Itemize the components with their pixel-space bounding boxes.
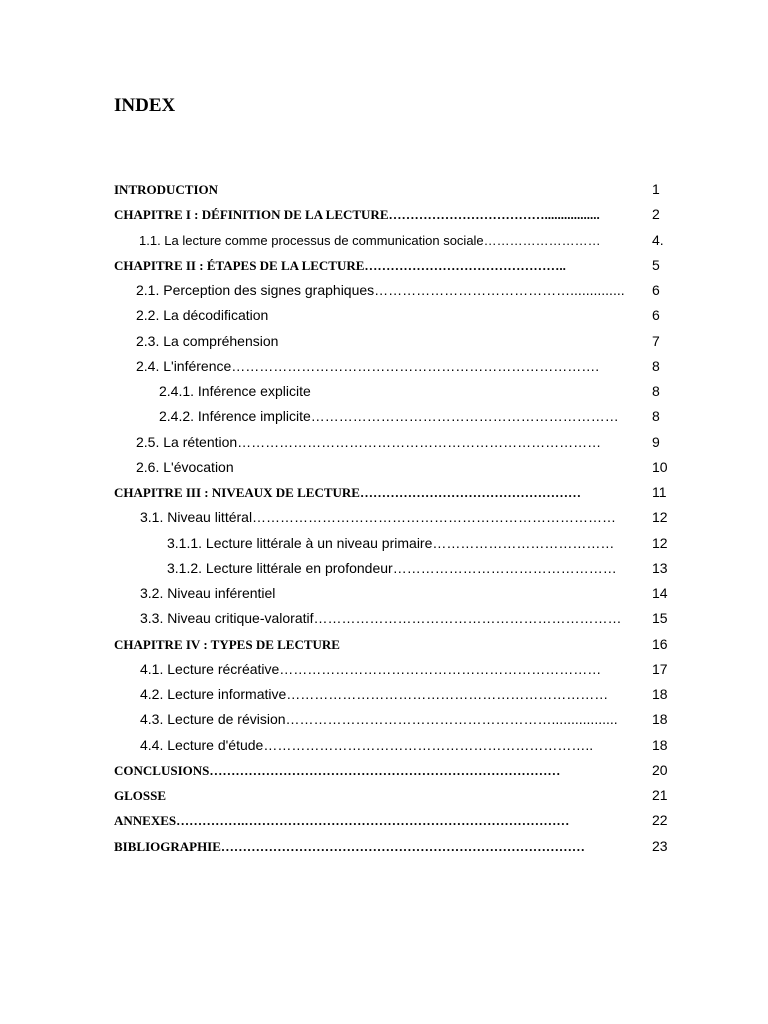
- toc-entry-bibliographie: [0, 834, 768, 859]
- toc-entry-page: 12: [652, 509, 668, 525]
- toc-entry-1-1: [0, 228, 768, 253]
- toc-entry-title: 4.3. Lecture de révision………………………………………………….................: [140, 711, 618, 727]
- toc-entry-4-3: [0, 707, 768, 732]
- toc-entry-title: 2.4. L'inférence…………………………………………………………………….: [136, 358, 600, 374]
- toc-entry-page: 14: [652, 585, 668, 601]
- toc-entry-title: CHAPITRE II : ÉTAPES DE LA LECTURE………………………………………..: [114, 258, 566, 273]
- page-title: INDEX: [114, 95, 176, 116]
- toc-entry-glosse: [0, 783, 768, 808]
- toc-entry-chapter-4: [0, 632, 768, 657]
- toc-entry-page: 10: [652, 459, 668, 475]
- toc-entry-conclusions: [0, 758, 768, 783]
- toc-entry-title: 3.1. Niveau littéral……………………………………………………………………: [140, 509, 617, 525]
- toc-entry-title: 2.2. La décodification: [136, 307, 269, 323]
- toc-entry-2-6: [0, 455, 768, 480]
- toc-entry-3-1-2: [0, 556, 768, 581]
- toc-entry-introduction: [0, 177, 768, 202]
- toc-entry-title: 1.1. La lecture comme processus de communication sociale………………………: [139, 233, 601, 248]
- toc-entry-page: 6: [652, 307, 660, 323]
- toc-entry-title: CHAPITRE IV : TYPES DE LECTURE: [114, 637, 340, 652]
- toc-entry-3-3: [0, 606, 768, 631]
- toc-entry-title: ANNEXES…………….…………………………………………………………………: [114, 813, 570, 828]
- toc-entry-page: 21: [652, 787, 668, 803]
- toc-entry-title: 3.3. Niveau critique-valoratif…………………………………………………………: [140, 610, 622, 626]
- toc-entry-page: 8: [652, 408, 660, 424]
- toc-entry-page: 4.: [652, 232, 664, 248]
- toc-entry-annexes: [0, 808, 768, 833]
- toc-entry-title: 2.4.2. Inférence implicite…………………………………………………………: [159, 408, 619, 424]
- toc-entry-title: GLOSSE: [114, 788, 167, 803]
- toc-entry-page: 13: [652, 560, 668, 576]
- toc-entry-title: 3.1.2. Lecture littérale en profondeur…………………………………………: [167, 560, 617, 576]
- toc-entry-title: CONCLUSIONS………………………………………………………………………: [114, 763, 561, 778]
- toc-entry-page: 5: [652, 257, 660, 273]
- toc-entry-2-2: [0, 303, 768, 328]
- toc-entry-2-5: [0, 430, 768, 455]
- toc-entry-3-2: [0, 581, 768, 606]
- toc-entry-page: 20: [652, 762, 668, 778]
- toc-entry-title: CHAPITRE III : NIVEAUX DE LECTURE……………………………………………: [114, 485, 581, 500]
- toc-entry-page: 12: [652, 535, 668, 551]
- toc-entry-page: 2: [652, 206, 660, 222]
- toc-entry-3-1-1: [0, 531, 768, 556]
- toc-entry-page: 17: [652, 661, 668, 677]
- toc-entry-2-4-2: [0, 404, 768, 429]
- toc-entry-page: 1: [652, 181, 660, 197]
- toc-entry-3-1: [0, 505, 768, 530]
- toc-entry-page: 22: [652, 812, 668, 828]
- toc-entry-title: 2.3. La compréhension: [136, 333, 279, 349]
- toc-entry-title: 4.1. Lecture récréative……………………………………………………………: [140, 661, 602, 677]
- toc-entry-title: BIBLIOGRAPHIE…………………………………………………………………………: [114, 839, 585, 854]
- toc-entry-page: 9: [652, 434, 660, 450]
- toc-entry-2-3: [0, 329, 768, 354]
- toc-entry-page: 18: [652, 737, 668, 753]
- toc-entry-title: 4.2. Lecture informative……………………………………………………………: [140, 686, 609, 702]
- toc-entry-page: 8: [652, 358, 660, 374]
- toc-entry-page: 7: [652, 333, 660, 349]
- toc-entry-2-4-1: [0, 379, 768, 404]
- toc-entry-4-4: [0, 733, 768, 758]
- toc-entry-title: CHAPITRE I : DÉFINITION DE LA LECTURE……………………………….................: [114, 207, 600, 222]
- toc-entry-title: INTRODUCTION: [114, 182, 219, 197]
- toc-entry-2-4: [0, 354, 768, 379]
- toc-entry-4-2: [0, 682, 768, 707]
- toc-entry-title: 4.4. Lecture d'étude……………………………………………………………..: [140, 737, 594, 753]
- toc-entry-title: 3.2. Niveau inférentiel: [140, 585, 276, 601]
- toc-entry-page: 18: [652, 711, 668, 727]
- toc-entry-page: 15: [652, 610, 668, 626]
- toc-entry-title: 2.5. La rétention……………………………………………………………………: [136, 434, 602, 450]
- toc-entry-chapter-3: [0, 480, 768, 505]
- toc-entry-title: 2.6. L'évocation: [136, 459, 234, 475]
- toc-entry-2-1: [0, 278, 768, 303]
- toc-entry-page: 23: [652, 838, 668, 854]
- toc-entry-4-1: [0, 657, 768, 682]
- toc-entry-page: 6: [652, 282, 660, 298]
- toc-entry-chapter-2: [0, 253, 768, 278]
- toc-entry-title: 2.1. Perception des signes graphiques……………………………………..............: [136, 282, 625, 298]
- toc-entry-page: 18: [652, 686, 668, 702]
- toc-entry-page: 8: [652, 383, 660, 399]
- toc-entry-chapter-1: [0, 202, 768, 227]
- toc-entry-title: 3.1.1. Lecture littérale à un niveau primaire…………………………………: [167, 535, 615, 551]
- toc-entry-title: 2.4.1. Inférence explicite: [159, 383, 311, 399]
- toc-entry-page: 11: [652, 484, 667, 500]
- toc-entry-page: 16: [652, 636, 668, 652]
